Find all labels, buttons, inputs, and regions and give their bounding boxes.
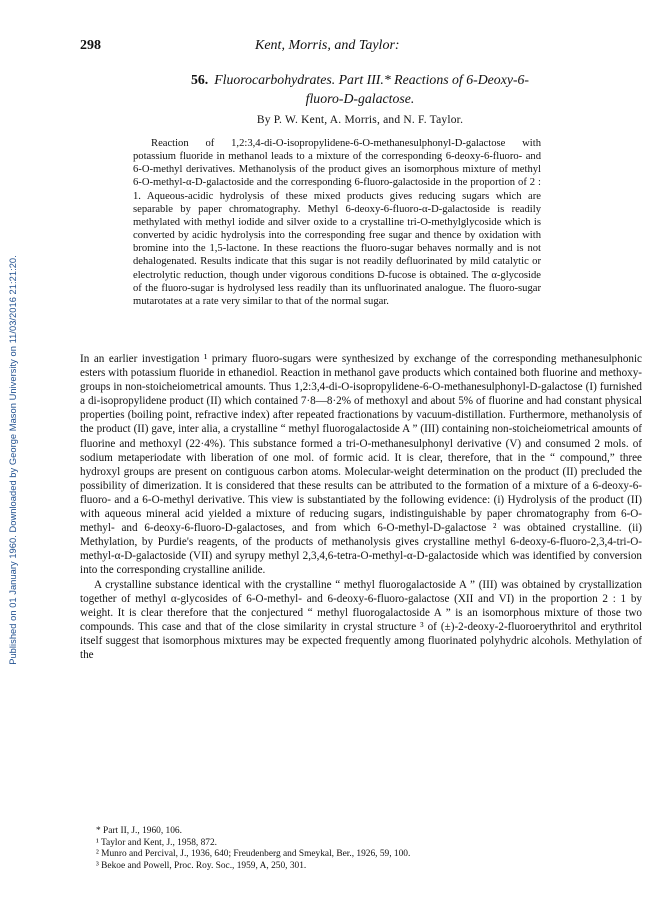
download-watermark-text: Published on 01 January 1960. Downloaded by George Mason University on 11/03/2016 21:21:20. [8,255,18,665]
abstract-text: Reaction of 1,2:3,4-di-O-isopropylidene-6-O-methanesulphonyl-D-galactose with potassium fluoride in methanol leads to a mixture of the corresponding 6-deoxy-6-fluoro- and 6-O-methyl derivatives. Methanolysis of the product gives an isomorphous mixture of methyl 6-O-methyl-α-D-galactoside and the corresponding 6-fluoro-galactoside in the proportion of 2 : 1. Aqueous-acidic hydrolysis of these mixed products gives reducing sugars which are separable by paper chromatography. Methyl 6-deoxy-6-fluoro-α-D-galactoside is readily methylated with methyl iodide and silver oxide to a crystalline tri-O-methylglycoside which is converted by acidic hydrolysis into the corresponding free sugar and thence by oxidation with bromine into the 1,5-lactone. In these reactions the fluoro-sugar behaves normally and is not dehalogenated. Results indicate that this sugar is not readily defluorinated by mild catalytic or electrolytic reduction, though under vigorous conditions D-fucose is obtained. The α-glycoside of the fluoro-sugar is hydrolysed less readily than its unfluorinated analogue. The fluoro-sugar mutarotates at a rate very similar to that of the normal sugar. [133,138,541,307]
footnote-item: ³ Bekoe and Powell, Proc. Roy. Soc., 1959, A, 250, 301. [96,860,307,871]
footnote-item: * Part II, J., 1960, 106. [96,826,182,836]
body-text [80,352,642,662]
article-title [80,70,640,108]
footnote-item: ¹ Taylor and Kent, J., 1958, 872. [96,837,217,848]
article-title-line1: Fluorocarbohydrates. Part III.* Reactions of 6-Deoxy-6- [214,72,530,87]
running-head: Kent, Morris, and Taylor: [255,38,400,53]
abstract [133,137,541,308]
article-title-block [80,70,640,126]
article-authors: By P. W. Kent, A. Morris, and N. F. Taylor. [256,114,464,126]
page-number: 298 [80,38,101,53]
body-paragraph-2: A crystalline substance identical with the crystalline “ methyl fluorogalactoside A ” (III) was obtained by crystallization together of methyl α-glycosides of 6-O-methyl- and 6-deoxy-6-fluoro-galactose (XII and VI) in the proportion 2 : 1 by weight. It is clear therefore that the conjectured “ methyl fluorogalactoside A ” is an isomorphous mixture of those two compounds. This case and that of the close similarity in crystal structure ³ of (±)-2-deoxy-2-fluoroerythritol and erythritol itself suggest that isomorphous mixtures may be expected frequently among fluorinated polyhydric alcohols. Methylation of the [80,578,642,661]
article-number: 56. [190,72,209,87]
body-paragraph-1: In an earlier investigation ¹ primary fluoro-sugars were synthesized by exchange of the corresponding methanesulphonic esters with potassium fluoride in ethanediol. Reaction in methanol gave products which contained both fluorine and methoxy-groups in non-stoicheiometrical amounts. Thus 1,2:3,4-di-O-isopropylidene-6-O-methanesulphonyl-D-galactose (I) furnished a di-isopropylidene product (II) which contained 7·8—8·2% of methoxyl and about 5% of fluorine and had constant physical properties (boiling point, refractive index) after repeated fractionations by vacuum-distillation. Furthermore, methanolysis of the product (II) gave, inter alia, a crystalline “ methyl fluorogalactoside A ” (III) containing non-stoicheiometrical amounts of fluorine and methoxyl (22·4%). This substance formed a tri-O-methanesulphonyl derivative (V) and consumed 2 mols. of sodium metaperiodate with liberation of one mol. of formic acid. It is clear, therefore, that in the “ compound,” three hydroxyl groups are present on contiguous carbon atoms. Molecular-weight determination on the product (II) precluded the possibility of dimerization. It is considered that these results can be attributed to the formation of a mixture of a 6-deoxy-6-fluoro- and a 6-O-methyl derivative. This view is substantiated by the following evidence: (i) Hydrolysis of the product (II) with aqueous mineral acid yielded a mixture of reducing sugars, indistinguishable by paper chromatography from 6-O-methyl- and 6-deoxy-6-fluoro-D-galactoses, and from which 6-O-methyl-D-galactose ² was obtained crystalline. (ii) Methylation, by Purdie's reagents, of the products of methanolysis gives crystalline methyl 6-deoxy-6-fluoro-2,3,4-tri-O-methyl-α-D-galactoside (VII) and syrupy methyl 2,3,4,6-tetra-O-methyl-α-D-galactoside which was identified by conversion into the corresponding crystalline anilide. [80,353,642,577]
download-watermark [4,80,22,840]
footnotes [96,826,636,872]
article-title-line2: fluoro-D-galactose. [305,91,415,106]
page-header [80,38,580,58]
footnote-item: ² Munro and Percival, J., 1936, 640; Freudenberg and Smeykal, Ber., 1926, 59, 100. [96,849,411,860]
